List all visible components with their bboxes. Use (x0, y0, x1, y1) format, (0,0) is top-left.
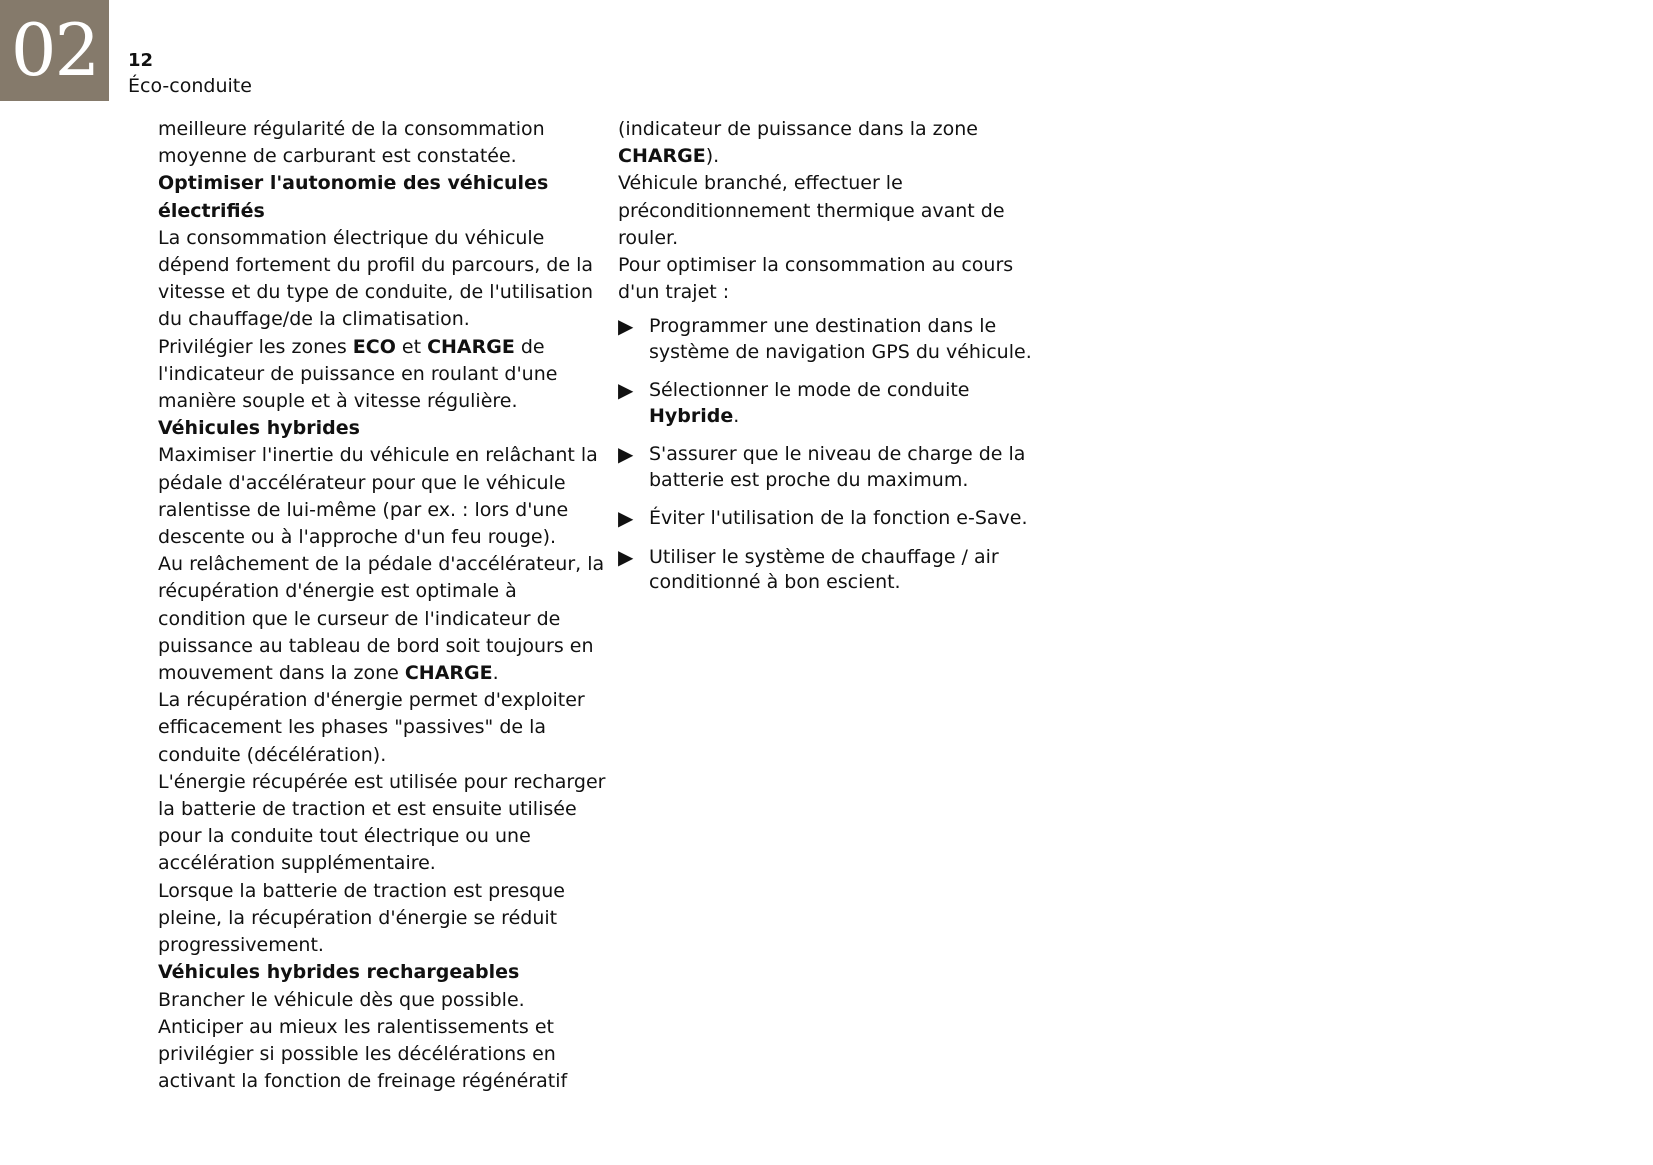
paragraph: Brancher le véhicule dès que possible. (158, 988, 525, 1011)
play-triangle-icon: ▶ (618, 378, 634, 403)
page-number: 12 (128, 50, 154, 71)
heading-phev: Véhicules hybrides rechargeables (158, 961, 520, 984)
charge-keyword: CHARGE (404, 662, 493, 685)
heading-electrified: Optimiser l'autonomie des véhicules électrifiés (158, 172, 549, 222)
list-item: ▶ Utiliser le système de chauffage / air conditionné à bon escient. (618, 544, 999, 594)
charge-keyword: CHARGE (427, 335, 515, 358)
paragraph: Privilégier les zones ECO et CHARGE de l'indicateur de puissance en roulant d'une manière souple et à vitesse régulière. (158, 335, 558, 413)
play-triangle-icon: ▶ (618, 442, 634, 467)
chapter-number-tab: 02 (0, 0, 109, 101)
tips-list (618, 314, 1048, 596)
paragraph: Maximiser l'inertie du véhicule en relâchant la pédale d'accélérateur pour que le véhicule ralentisse de lui-même (par ex. : lors d'une descente ou à l'approche d'un feu rouge). (158, 444, 598, 549)
paragraph: Anticiper au mieux les ralentissements et privilégier si possible les décélérations en activant la fonction de freinage régénératif (158, 1015, 568, 1093)
play-triangle-icon: ▶ (618, 314, 634, 339)
paragraph: La consommation électrique du véhicule dépend fortement du profil du parcours, de la vitesse et du type de conduite, de l'utilisation du chauffage/de la climatisation. (158, 226, 594, 331)
hybride-keyword: Hybride (649, 404, 734, 427)
paragraph: Véhicule branché, effectuer le préconditionnement thermique avant de rouler. (618, 172, 1005, 249)
paragraph: (indicateur de puissance dans la zone CHARGE). (618, 118, 978, 168)
play-triangle-icon: ▶ (618, 544, 634, 569)
eco-keyword: ECO (352, 335, 396, 358)
list-item: ▶ S'assurer que le niveau de charge de la batterie est proche du maximum. (618, 442, 1026, 491)
heading-hybrid: Véhicules hybrides (158, 417, 360, 440)
list-item: ▶ Programmer une destination dans le système de navigation GPS du véhicule. (618, 314, 1032, 363)
right-column (618, 116, 1048, 609)
list-item: ▶ Éviter l'utilisation de la fonction e-Save. (618, 506, 1028, 531)
paragraph: Au relâchement de la pédale d'accélérateur, la récupération d'énergie est optimale à condition que le curseur de l'indicateur de puissance au tableau de bord soit toujours en mouvement dans la zone CHARGE. (158, 553, 605, 685)
play-triangle-icon: ▶ (618, 506, 634, 531)
paragraph: Pour optimiser la consommation au cours d'un trajet : (618, 254, 1014, 304)
paragraph: meilleure régularité de la consommation moyenne de carburant est constatée. (158, 118, 545, 168)
paragraph: Lorsque la batterie de traction est presque pleine, la récupération d'énergie se réduit progressivement. (158, 879, 565, 957)
list-item: ▶ Sélectionner le mode de conduite Hybride. (618, 378, 970, 427)
left-column (158, 116, 608, 1095)
section-title: Éco-conduite (128, 75, 252, 97)
paragraph: L'énergie récupérée est utilisée pour recharger la batterie de traction et est ensuite utilisée pour la conduite tout électrique ou une accélération supplémentaire. (158, 770, 606, 875)
charge-keyword: CHARGE (618, 145, 706, 168)
paragraph: La récupération d'énergie permet d'exploiter efficacement les phases "passives" de la conduite (décélération). (158, 689, 585, 766)
